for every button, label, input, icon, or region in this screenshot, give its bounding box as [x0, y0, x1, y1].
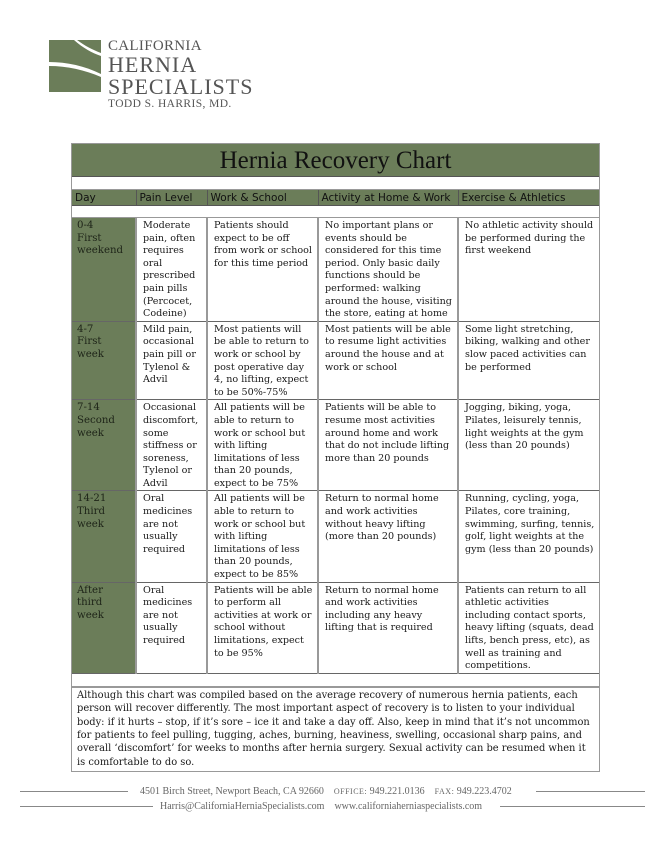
work-cell: Most patients will be able to return to work or school by post operative day 4, no lifting, expect to be 50%-75%: [207, 321, 318, 400]
pain-cell: Moderate pain, often requires oral prescribed pain pills (Percocet, Codeine): [136, 218, 207, 321]
work-cell: Patients should expect to be off from work or school for this time period: [207, 218, 318, 321]
footer-contact-row: [0, 785, 665, 799]
divider: [20, 806, 153, 807]
day-cell: [72, 218, 136, 321]
day-cell: [72, 491, 136, 582]
footer-web-row: [0, 800, 665, 814]
work-cell: All patients will be able to return to work or school but with lifting limitations of less than 20 pounds, expect to be 85%: [207, 491, 318, 582]
table-row: [72, 400, 599, 491]
fax-phone: 949.223.4702: [456, 786, 512, 797]
logo-line-doctor: TODD S. HARRIS, MD.: [108, 98, 232, 110]
day-range: 0-4: [77, 220, 94, 231]
table-row: [72, 491, 599, 582]
pain-cell: Oral medicines are not usually required: [136, 491, 207, 582]
divider: [500, 806, 645, 807]
spacer-row: [72, 177, 599, 190]
chart-title: Hernia Recovery Chart: [72, 144, 599, 177]
day-period: First week: [77, 336, 104, 360]
day-range: After: [77, 584, 103, 596]
email-link[interactable]: Harris@CaliforniaHerniaSpecialists.com: [160, 801, 325, 812]
spacer-row: [72, 206, 599, 218]
column-header-work: Work & School: [207, 190, 318, 206]
day-period: First weekend: [77, 232, 124, 257]
pain-cell: Occasional discomfort, some stiffness or soreness, Tylenol or Advil: [136, 400, 207, 491]
pain-cell: Oral medicines are not usually required: [136, 582, 207, 673]
practice-logo: [49, 38, 261, 110]
table-row: [72, 321, 599, 400]
activity-cell: Patients will be able to resume most activities around home and work that do not include lifting more than 20 pounds: [318, 400, 458, 491]
website-link[interactable]: www.californiaherniaspecialists.com: [334, 801, 483, 812]
day-cell: [72, 321, 136, 400]
exercise-cell: Running, cycling, yoga, Pilates, core training, swimming, surfing, tennis, golf, light weights at the gym (less than 20 pounds): [458, 491, 599, 582]
day-range: 4-7: [77, 323, 94, 335]
divider: [20, 791, 128, 792]
activity-cell: No important plans or events should be considered for this time period. Only basic daily functions should be performed: walking around the house, visiting the store, eating at home: [318, 218, 458, 321]
spacer-row: [72, 674, 599, 687]
office-phone[interactable]: 949.221.0136: [369, 786, 425, 797]
activity-cell: Most patients will be able to resume light activities around the house and at work or school: [318, 321, 458, 400]
column-header-day: Day: [72, 190, 136, 206]
day-range: 14-21: [77, 493, 107, 505]
recovery-table: [72, 218, 599, 674]
work-cell: All patients will be able to return to work or school but with lifting limitations of less than 20 pounds, expect to be 75%: [207, 400, 318, 491]
logo-line-california: CALIFORNIA: [108, 38, 202, 54]
header-row: [72, 190, 599, 206]
pain-cell: Mild pain, occasional pain pill or Tylenol & Advil: [136, 321, 207, 400]
column-header-activity: Activity at Home & Work: [318, 190, 458, 206]
exercise-cell: Some light stretching, biking, walking and other slow paced activities can be performed: [458, 321, 599, 400]
logo-line-specialists: SPECIALISTS: [108, 74, 254, 99]
table-row: [72, 218, 599, 321]
day-period: Third week: [77, 506, 106, 530]
divider: [536, 791, 645, 792]
activity-cell: Return to normal home and work activities including any heavy lifting that is required: [318, 582, 458, 673]
address: 4501 Birch Street, Newport Beach, CA 92660: [140, 786, 324, 797]
day-period: Second week: [77, 414, 115, 439]
header-table: [72, 190, 599, 206]
activity-cell: Return to normal home and work activities without heavy lifting (more than 20 pounds): [318, 491, 458, 582]
day-cell: [72, 582, 136, 673]
table-row: [72, 582, 599, 673]
column-header-pain: Pain Level: [136, 190, 207, 206]
exercise-cell: Jogging, biking, yoga, Pilates, leisurely tennis, light weights at the gym (less than 20 pounds): [458, 400, 599, 491]
recovery-chart: [71, 143, 600, 772]
exercise-cell: No athletic activity should be performed during the first weekend: [458, 218, 599, 321]
logo-line-hernia: HERNIA: [108, 52, 198, 77]
exercise-cell: Patients can return to all athletic activities including contact sports, heavy lifting (squats, dead lifts, bench press, etc), as well as training and competitions.: [458, 582, 599, 673]
day-cell: [72, 400, 136, 491]
day-range: 7-14: [77, 402, 100, 414]
fax-label: FAX:: [434, 787, 455, 796]
logo-mark-icon: [49, 40, 101, 92]
recovery-note: Although this chart was compiled based on the average recovery of numerous hernia patients, each person will recover differently. The most important aspect of recovery is to listen to your individual body: if it hurts – stop, if it’s sore – ice it and take a day off. Also, keep in mind that it’s not uncommon for patients to feel pulling, tugging, aches, burning, heaviness, swelling, occasional sharp pains, and overall ‘discomfort’ for weeks to months after hernia surgery. Sexual activity can be resumed when it is comfortable to do so.: [72, 687, 599, 771]
day-period: third week: [77, 597, 104, 621]
office-label: OFFICE:: [333, 787, 368, 796]
work-cell: Patients will be able to perform all activities at work or school without limitations, expect to be 95%: [207, 582, 318, 673]
column-header-exercise: Exercise & Athletics: [458, 190, 599, 206]
